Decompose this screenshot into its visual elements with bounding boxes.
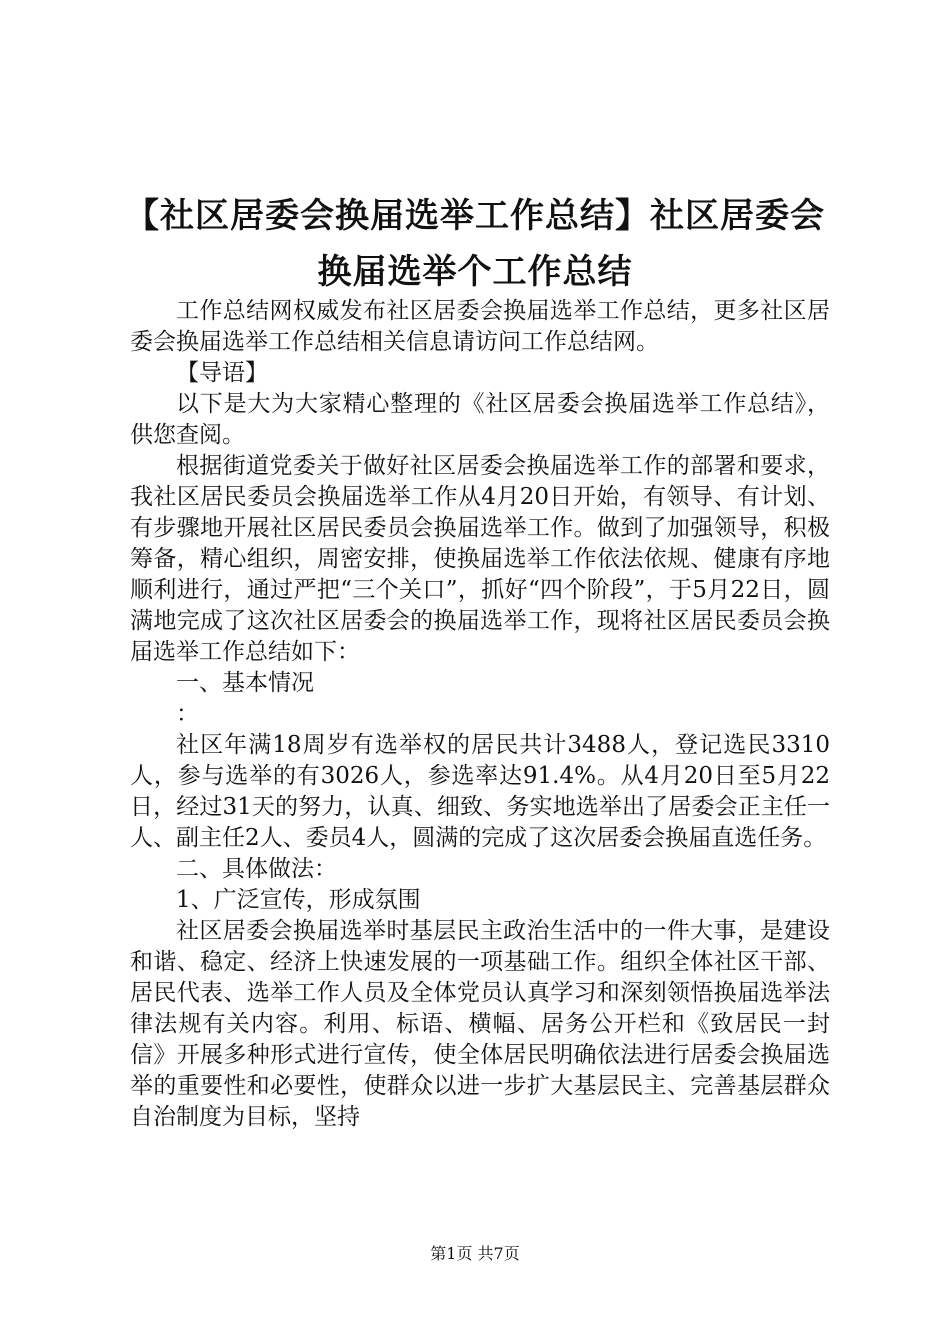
title-line-1: 【社区居委会换届选举工作总结】社区居委会: [125, 196, 825, 236]
paragraph-publicity: 社区居委会换届选举时基层民主政治生活中的一件大事，是建设和谐、稳定、经济上快速发展的一项基础工作。组织全体社区干部、居民代表、选举工作人员及全体党员认真学习和深刻领悟换届选举法律法规有关内容。利用、标语、横幅、居务公开栏和《致居民一封信》开展多种形式进行宣传，使全体居民明确依法进行居委会换届选举的重要性和必要性，使群众以进一步扩大基层民主、完善基层群众自治制度为目标，坚持: [130, 918, 830, 1130]
paragraph-background: 根据街道党委关于做好社区居委会换届选举工作的部署和要求，我社区居民委员会换届选举工作从4月20日开始，有领导、有计划、有步骤地开展社区居民委员会换届选举工作。做到了加强领导，积极筹备，精心组织，周密安排，使换届选举工作依法依规、健康有序地顺利进行，通过严把“三个关口”，抓好“四个阶段”，于5月22日，圆满地完成了这次社区居委会的换届选举工作，现将社区居民委员会换届选举工作总结如下：: [130, 453, 830, 665]
paragraph-statistics: 社区年满18周岁有选举权的居民共计3488人，登记选民3310人，参与选举的有3026人，参选率达91.4%。从4月20日至5月22日，经过31天的努力，认真、细致、务实地选举出了居委会正主任一人、副主任2人、委员4人，圆满的完成了这次居委会换届直选任务。: [130, 732, 830, 851]
section-heading-basic: 一、基本情况: [176, 670, 314, 696]
document-title: [110, 188, 840, 300]
paragraph-colon: ：: [176, 701, 199, 727]
section-heading-methods: 二、具体做法：: [176, 856, 337, 882]
paragraph-guide: 以下是大为大家精心整理的《社区居委会换届选举工作总结》，供您查阅。: [130, 391, 830, 448]
page-footer: 第1页 共7页: [430, 1244, 520, 1263]
title-line-2: 换届选举个工作总结: [317, 252, 633, 292]
paragraph-guide-heading: 【导语】: [176, 360, 268, 386]
document-body: [130, 296, 830, 1133]
paragraph-intro: 工作总结网权威发布社区居委会换届选举工作总结，更多社区居委会换届选举工作总结相关信息请访问工作总结网。: [130, 298, 830, 355]
subsection-heading-publicity: 1、广泛宣传，形成氛围: [176, 887, 421, 913]
